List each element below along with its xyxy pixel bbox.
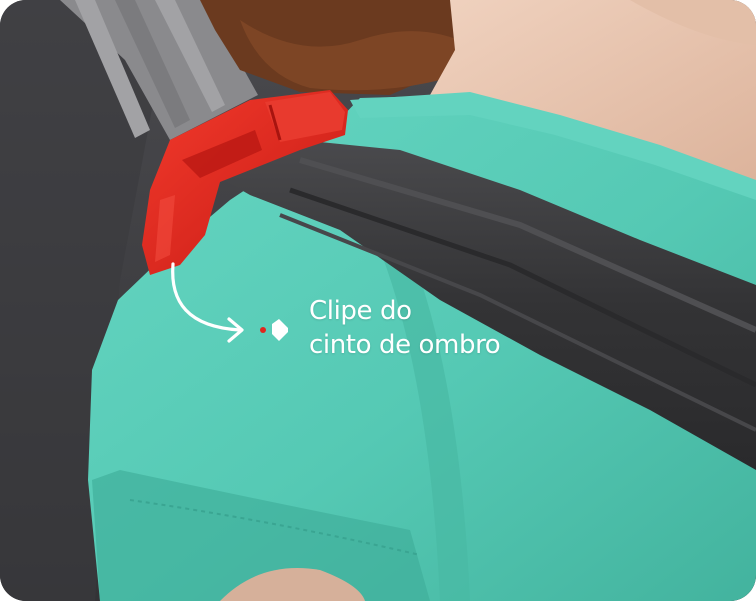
callout-label (309, 294, 500, 362)
callout-label-line-1: Clipe do (309, 296, 412, 326)
marker-dot (260, 327, 266, 333)
callout-label-line-2: cinto de ombro (309, 330, 501, 360)
callout-arrow (168, 262, 288, 352)
marker-pin-icon (272, 319, 288, 341)
